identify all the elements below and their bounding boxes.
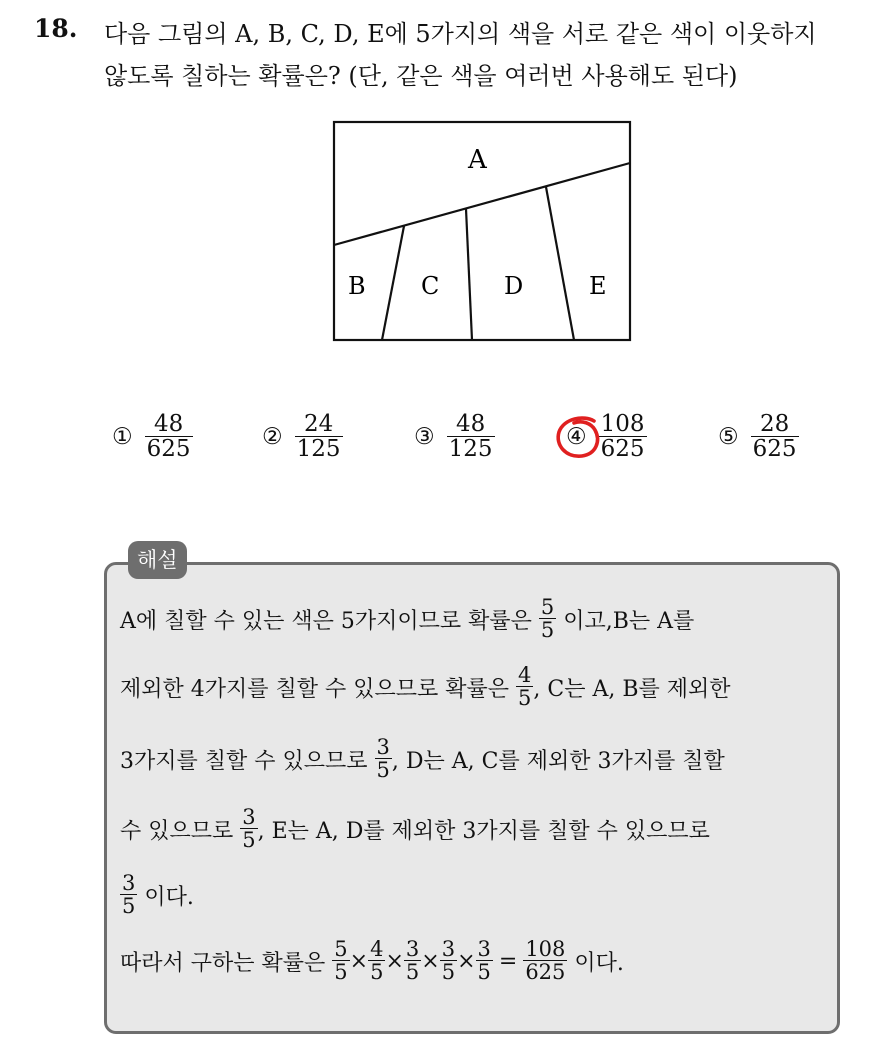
question-text-line-1: 다음 그림의 A, B, C, D, E에 5가지의 색을 서로 같은 색이 이웃하지 — [104, 20, 817, 48]
choice-number: ⑤ — [718, 424, 739, 451]
numerator: 3 — [405, 937, 420, 961]
fraction — [516, 664, 533, 710]
fraction — [440, 938, 457, 984]
fraction — [539, 596, 556, 642]
numerator: 4 — [518, 663, 532, 687]
solution-line-4 — [120, 806, 710, 852]
choice-number: ② — [262, 424, 283, 451]
label-b: B — [348, 272, 366, 300]
fraction — [120, 872, 137, 918]
denominator: 625 — [146, 436, 191, 463]
times-sign: × — [385, 948, 404, 974]
solution-text: 이고,B는 A를 — [556, 608, 695, 634]
denominator: 5 — [477, 960, 491, 985]
numerator: 48 — [153, 411, 184, 437]
denominator: 5 — [334, 960, 348, 985]
numerator: 108 — [600, 411, 645, 437]
label-d: D — [504, 272, 524, 300]
question-text-line-2: 않도록 칠하는 확률은? (단, 같은 색을 여러번 사용해도 된다) — [104, 62, 738, 90]
choice-fraction — [751, 412, 799, 462]
solution-text: 수 있으므로 — [120, 818, 241, 844]
choice-number: ③ — [414, 424, 435, 451]
solution-tag: 해설 — [128, 541, 187, 579]
denominator: 5 — [376, 758, 390, 783]
numerator: 28 — [759, 411, 790, 437]
solution-text: 이다. — [567, 950, 624, 976]
choice-number: ④ — [566, 424, 587, 451]
denominator: 125 — [448, 436, 493, 463]
choice-3[interactable] — [414, 412, 495, 462]
result-fraction — [523, 938, 567, 984]
choice-fraction — [145, 412, 193, 462]
fraction — [404, 938, 421, 984]
numerator: 3 — [477, 937, 491, 961]
numerator: 4 — [370, 937, 384, 961]
numerator: 3 — [242, 805, 256, 829]
choice-fraction — [295, 412, 343, 462]
solution-text: 따라서 구하는 확률은 — [120, 950, 333, 976]
denominator: 5 — [518, 686, 532, 711]
fraction — [476, 938, 493, 984]
answer-choices — [0, 408, 884, 478]
times-sign: × — [421, 948, 440, 974]
solution-line-2 — [120, 664, 730, 710]
fraction — [368, 938, 385, 984]
equals-sign: = — [498, 948, 518, 974]
denominator: 5 — [122, 894, 136, 919]
choice-number: ① — [112, 424, 133, 451]
fraction — [375, 736, 392, 782]
label-c: C — [421, 272, 440, 300]
numerator: 108 — [525, 937, 566, 961]
denominator: 125 — [296, 436, 341, 463]
numerator: 24 — [303, 411, 334, 437]
solution-text: , E는 A, D를 제외한 3가지를 칠할 수 있으므로 — [257, 818, 710, 844]
solution-text: , C는 A, B를 제외한 — [533, 676, 731, 702]
label-e: E — [589, 272, 607, 300]
solution-text: A에 칠할 수 있는 색은 5가지이므로 확률은 — [120, 608, 539, 634]
region-diagram — [330, 118, 634, 344]
numerator: 48 — [455, 411, 486, 437]
fraction — [332, 938, 349, 984]
solution-line-5 — [120, 872, 194, 918]
solution-text: 이다. — [137, 884, 194, 910]
choice-1[interactable] — [112, 412, 193, 462]
solution-text: 제외한 4가지를 칠할 수 있으므로 확률은 — [120, 676, 516, 702]
denominator: 625 — [600, 436, 645, 463]
times-sign: × — [349, 948, 369, 974]
numerator: 5 — [334, 937, 348, 961]
denominator: 5 — [370, 960, 384, 985]
numerator: 3 — [376, 735, 390, 759]
solution-line-3 — [120, 736, 725, 782]
denominator: 5 — [441, 960, 456, 985]
denominator: 625 — [525, 960, 566, 985]
denominator: 5 — [242, 828, 256, 853]
numerator: 3 — [122, 871, 136, 895]
numerator: 3 — [441, 937, 456, 961]
fraction — [240, 806, 257, 852]
times-sign: × — [457, 948, 476, 974]
solution-line-6 — [120, 938, 624, 984]
denominator: 5 — [540, 618, 555, 643]
question-number: 18. — [34, 14, 78, 43]
solution-line-1 — [120, 596, 694, 642]
denominator: 5 — [405, 960, 420, 985]
solution-text: , D는 A, C를 제외한 3가지를 칠할 — [391, 748, 725, 774]
choice-5[interactable] — [718, 412, 799, 462]
label-a: A — [468, 145, 487, 175]
answer-mark-circle — [554, 414, 606, 462]
choice-2[interactable] — [262, 412, 343, 462]
choice-fraction — [447, 412, 495, 462]
denominator: 625 — [752, 436, 797, 463]
solution-text: 3가지를 칠할 수 있으므로 — [120, 748, 375, 774]
numerator: 5 — [540, 595, 555, 619]
